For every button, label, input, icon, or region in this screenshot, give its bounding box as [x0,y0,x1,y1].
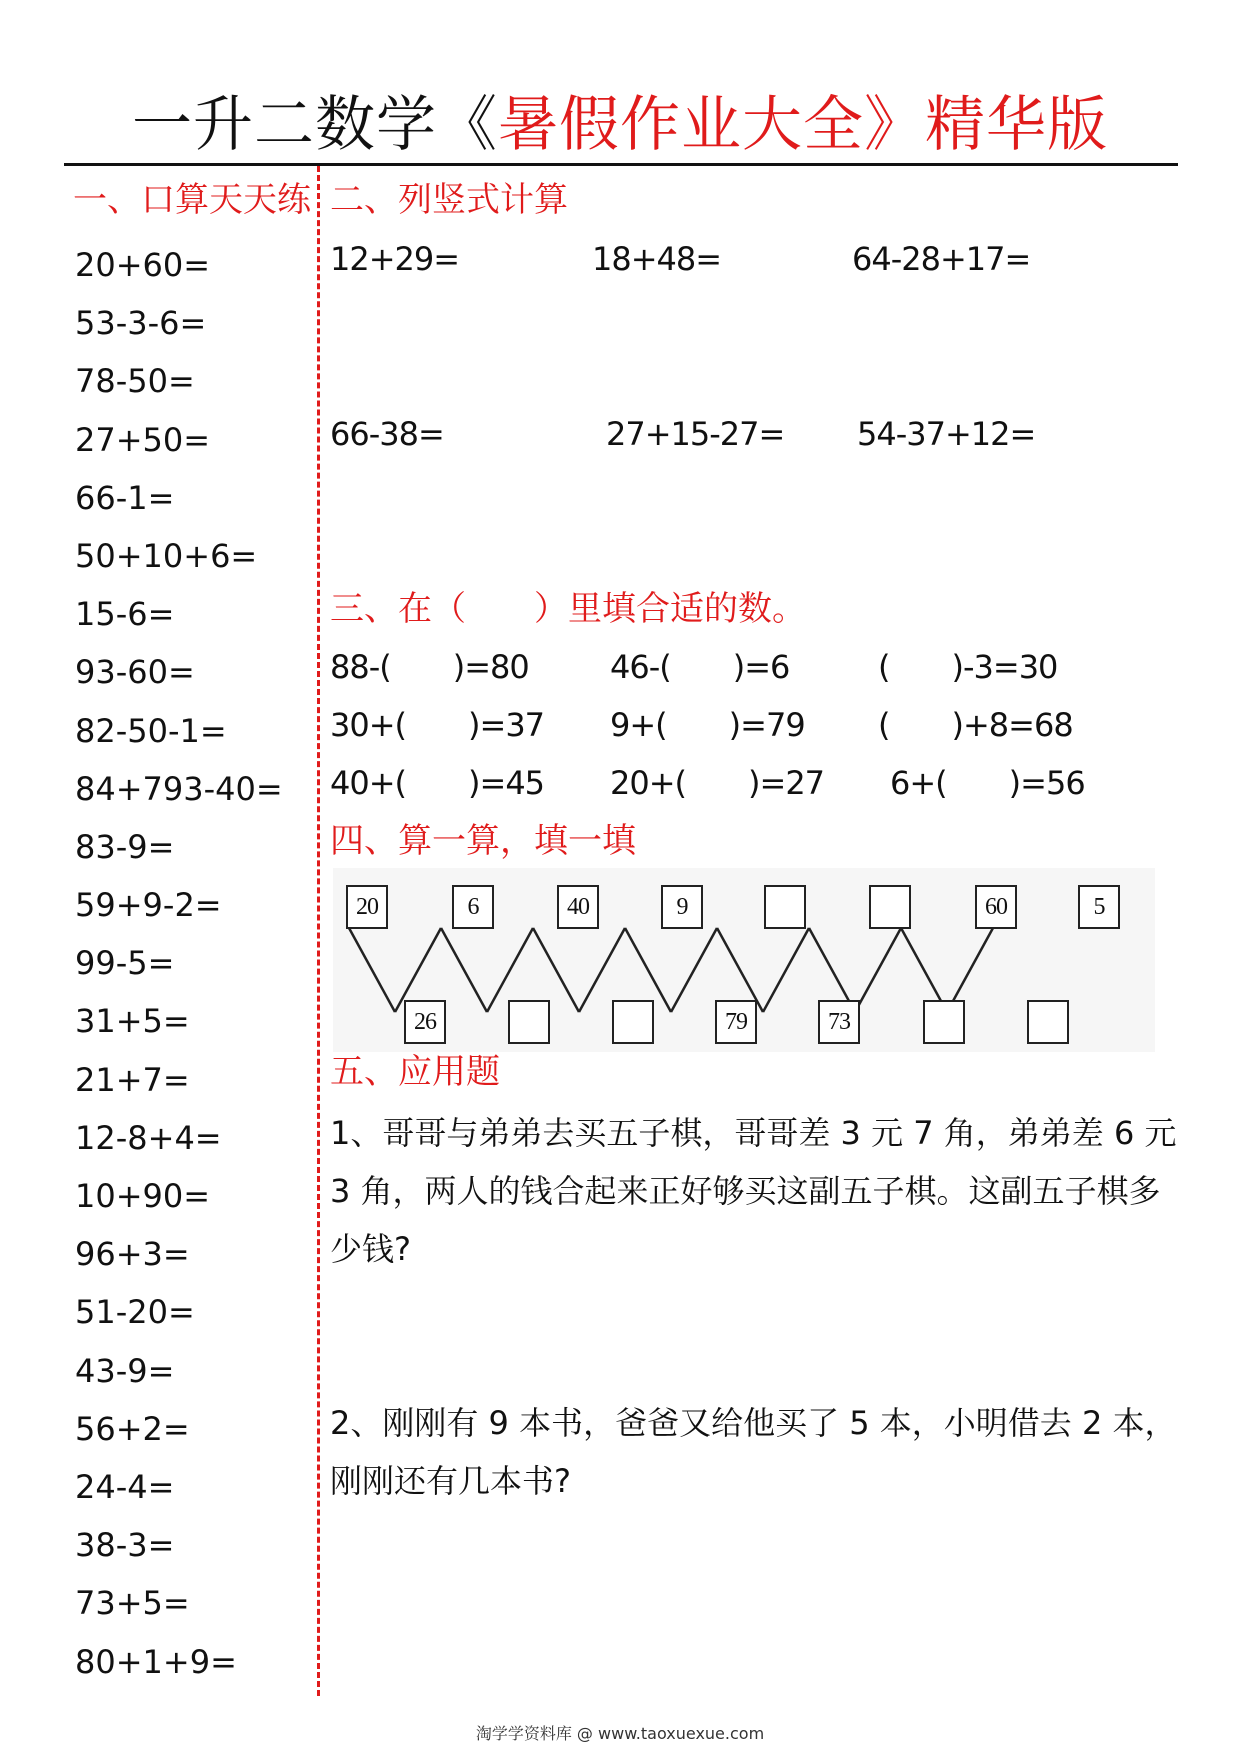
list-item: 15-6= [75,595,175,634]
fill-blank-item: 30+( )=37 [330,706,545,744]
list-item: 99-5= [75,944,175,983]
top-box-5[interactable] [764,885,806,929]
list-item: 10+90= [75,1177,211,1215]
fill-blank-item: 40+( )=45 [330,764,545,802]
list-item: 93-60= [75,653,195,692]
top-box-8[interactable]: 5 [1078,885,1120,929]
bottom-box-6[interactable] [923,1000,965,1044]
vertical-calc-item: 18+48= [592,240,722,278]
list-item: 53-3-6= [75,304,207,343]
page-title [0,88,1240,162]
list-item: 78-50= [75,362,195,401]
list-item: 27+50= [75,420,211,459]
list-item: 21+7= [75,1060,190,1099]
title-rule [64,163,1178,166]
footer-watermark: 淘学学资料库 @ www.taoxuexue.com [475,1724,765,1743]
section4-title: 四、算一算，填一填 [330,821,636,861]
mental-math-list [75,236,283,1691]
list-item: 96+3= [75,1235,190,1274]
top-box-6[interactable] [869,885,911,929]
bottom-box-3[interactable] [612,1000,654,1044]
bottom-box-1[interactable]: 26 [404,1000,446,1044]
list-item: 51-20= [75,1293,195,1332]
fill-blank-item: 20+( )=27 [610,764,825,802]
bottom-box-7[interactable] [1027,1000,1069,1044]
section5-title: 五、应用题 [330,1052,500,1092]
list-item: 20+60= [75,246,211,284]
list-item: 12-8+4= [75,1118,222,1157]
bottom-box-5[interactable]: 73 [818,1000,860,1044]
list-item: 80+1+9= [75,1642,237,1681]
top-box-4[interactable]: 9 [661,885,703,929]
list-item: 82-50-1= [75,711,227,750]
vertical-calc-item: 12+29= [330,240,460,278]
list-item: 31+5= [75,1002,190,1041]
list-item: 38-3= [75,1526,175,1565]
list-item: 50+10+6= [75,536,258,575]
fill-blank-item: 9+( )=79 [610,706,805,744]
list-item: 83-9= [75,827,175,866]
vertical-calc-item: 27+15-27= [606,415,785,453]
list-item: 24-4= [75,1467,175,1506]
word-problem-2: 2、刚刚有 9 本书，爸爸又给他买了 5 本，小明借去 2 本，刚刚还有几本书? [330,1404,1177,1500]
title-suffix: 》精华版 [864,90,1108,160]
bottom-box-2[interactable] [508,1000,550,1044]
fill-blank-item: 88-( )=80 [330,648,529,686]
section3-title: 三、在（ ）里填合适的数。 [330,589,806,629]
fill-blank-item: 46-( )=6 [610,648,790,686]
list-item: 73+5= [75,1584,190,1623]
fill-blank-item: 6+( )=56 [890,764,1085,802]
fill-blank-item: ( )-3=30 [878,648,1058,686]
vertical-calc-item: 54-37+12= [857,415,1036,453]
list-item: 59+9-2= [75,886,222,925]
word-problem-1: 1、哥哥与弟弟去买五子棋，哥哥差 3 元 7 角，弟弟差 6 元 3 角，两人的钱合起来正好够买这副五子棋。这副五子棋多少钱? [330,1114,1177,1268]
list-item: 56+2= [75,1409,190,1448]
top-box-2[interactable]: 6 [452,885,494,929]
list-item: 66-1= [75,478,175,517]
section1-title: 一、口算天天练 [73,180,311,220]
list-item: 43-9= [75,1351,175,1390]
top-box-3[interactable]: 40 [557,885,599,929]
bottom-box-4[interactable]: 79 [715,1000,757,1044]
section2-title: 二、列竖式计算 [330,180,568,220]
top-box-1[interactable]: 20 [346,885,388,929]
title-prefix: 一升二数学《 [132,90,498,160]
top-box-7[interactable]: 60 [975,885,1017,929]
vertical-calc-item: 66-38= [330,415,444,453]
list-item: 84+793-40= [75,769,283,808]
fill-blank-item: ( )+8=68 [878,706,1073,744]
title-highlight: 暑假作业大全 [498,90,864,160]
vertical-calc-item: 64-28+17= [852,240,1031,278]
column-divider [317,166,320,1696]
